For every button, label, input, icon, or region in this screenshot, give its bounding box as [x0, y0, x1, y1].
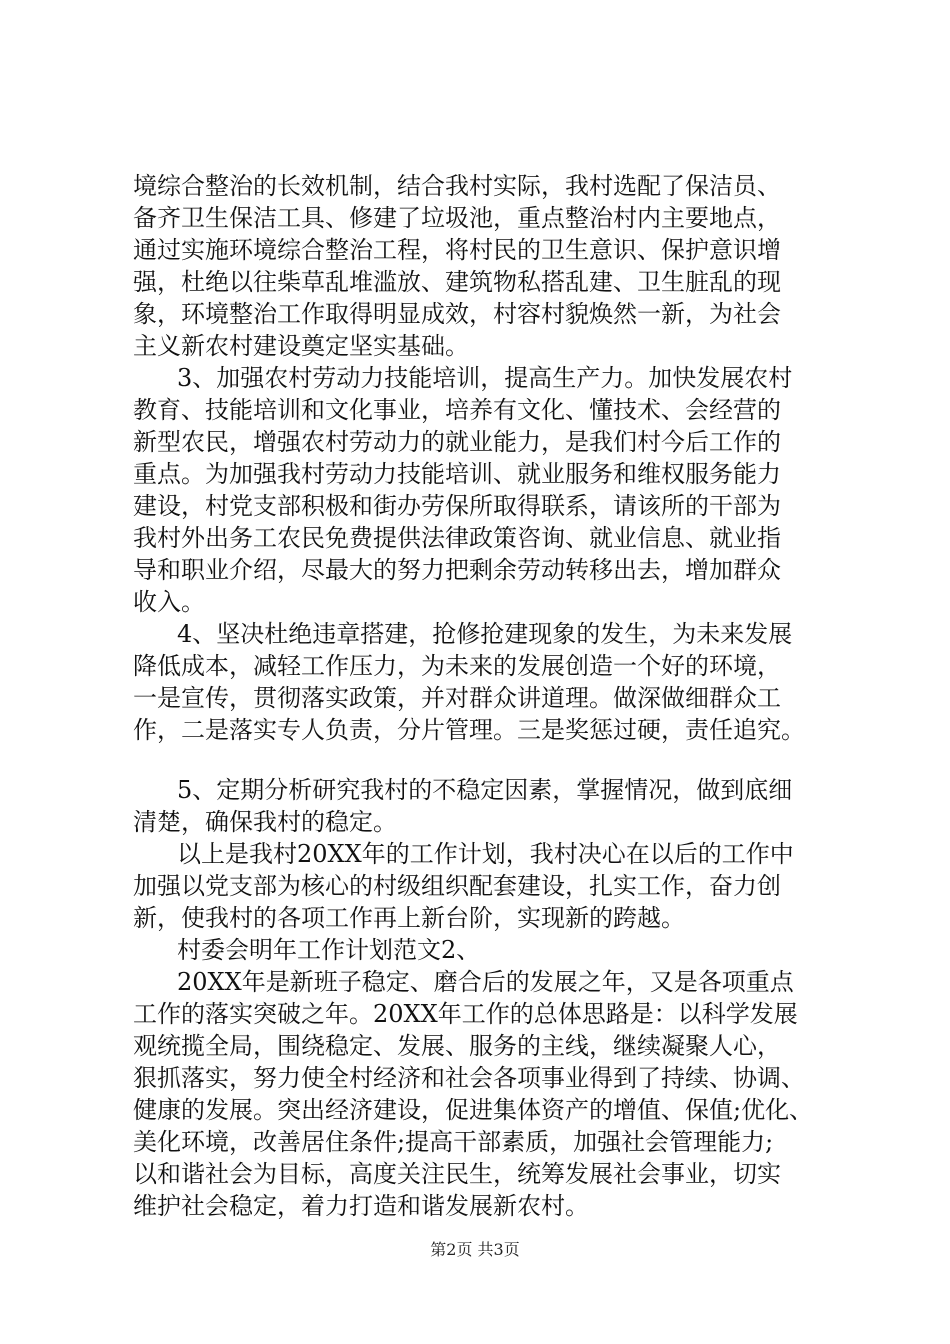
text-line: 象，环境整治工作取得明显成效，村容村貌焕然一新，为社会 — [133, 300, 781, 328]
text-line: 教育、技能培训和文化事业，培养有文化、懂技术、会经营的 — [133, 396, 781, 424]
text-line: 清楚，确保我村的稳定。 — [133, 808, 397, 836]
text-line: 境综合整治的长效机制，结合我村实际，我村选配了保洁员、 — [133, 172, 781, 200]
text-line: 我村外出务工农民免费提供法律政策咨询、就业信息、就业指 — [133, 524, 781, 552]
text-line: 重点。为加强我村劳动力技能培训、就业服务和维权服务能力 — [133, 460, 781, 488]
text-line: 以和谐社会为目标，高度关注民生，统筹发展社会事业，切实 — [133, 1160, 781, 1188]
text-line: 4、坚决杜绝违章搭建，抢修抢建现象的发生，为未来发展 — [177, 620, 793, 648]
text-line: 美化环境，改善居住条件;提高干部素质，加强社会管理能力; — [133, 1128, 774, 1156]
text-line: 狠抓落实，努力使全村经济和社会各项事业得到了持续、协调、 — [133, 1064, 805, 1092]
paragraph-gap — [133, 746, 845, 774]
text-line: 建设，村党支部积极和街办劳保所取得联系，请该所的干部为 — [133, 492, 781, 520]
text-line: 健康的发展。突出经济建设，促进集体资产的增值、保值;优化、 — [133, 1096, 814, 1124]
text-line: 加强以党支部为核心的村级组织配套建设，扎实工作，奋力创 — [133, 872, 781, 900]
text-line: 通过实施环境综合整治工程，将村民的卫生意识、保护意识增 — [133, 236, 781, 264]
page-footer: 第2页 共3页 — [430, 1240, 520, 1259]
text-line: 维护社会稳定，着力打造和谐发展新农村。 — [133, 1192, 589, 1220]
text-line: 主义新农村建设奠定坚实基础。 — [133, 332, 469, 360]
document-body — [133, 170, 845, 1222]
text-line: 3、加强农村劳动力技能培训，提高生产力。加快发展农村 — [177, 364, 793, 392]
text-line: 导和职业介绍，尽最大的努力把剩余劳动转移出去，增加群众 — [133, 556, 781, 584]
text-line: 工作的落实突破之年。20XX年工作的总体思路是：以科学发展 — [133, 1000, 798, 1028]
text-line: 村委会明年工作计划范文2、 — [177, 936, 481, 964]
text-line: 收入。 — [133, 588, 205, 616]
text-line: 强，杜绝以往柴草乱堆滥放、建筑物私搭乱建、卫生脏乱的现 — [133, 268, 781, 296]
text-line: 20XX年是新班子稳定、磨合后的发展之年，又是各项重点 — [177, 968, 794, 996]
text-line: 观统揽全局，围绕稳定、发展、服务的主线，继续凝聚人心， — [133, 1032, 781, 1060]
text-line: 降低成本，减轻工作压力，为未来的发展创造一个好的环境， — [133, 652, 781, 680]
text-line: 备齐卫生保洁工具、修建了垃圾池，重点整治村内主要地点， — [133, 204, 781, 232]
text-line: 作，二是落实专人负责，分片管理。三是奖惩过硬，责任追究。 — [133, 716, 805, 744]
text-line: 5、定期分析研究我村的不稳定因素，掌握情况，做到底细 — [177, 776, 793, 804]
text-line: 以上是我村20XX年的工作计划，我村决心在以后的工作中 — [177, 840, 794, 868]
text-line: 新型农民，增强农村劳动力的就业能力，是我们村今后工作的 — [133, 428, 781, 456]
text-line: 新，使我村的各项工作再上新台阶，实现新的跨越。 — [133, 904, 685, 932]
text-line: 一是宣传，贯彻落实政策，并对群众讲道理。做深做细群众工 — [133, 684, 781, 712]
